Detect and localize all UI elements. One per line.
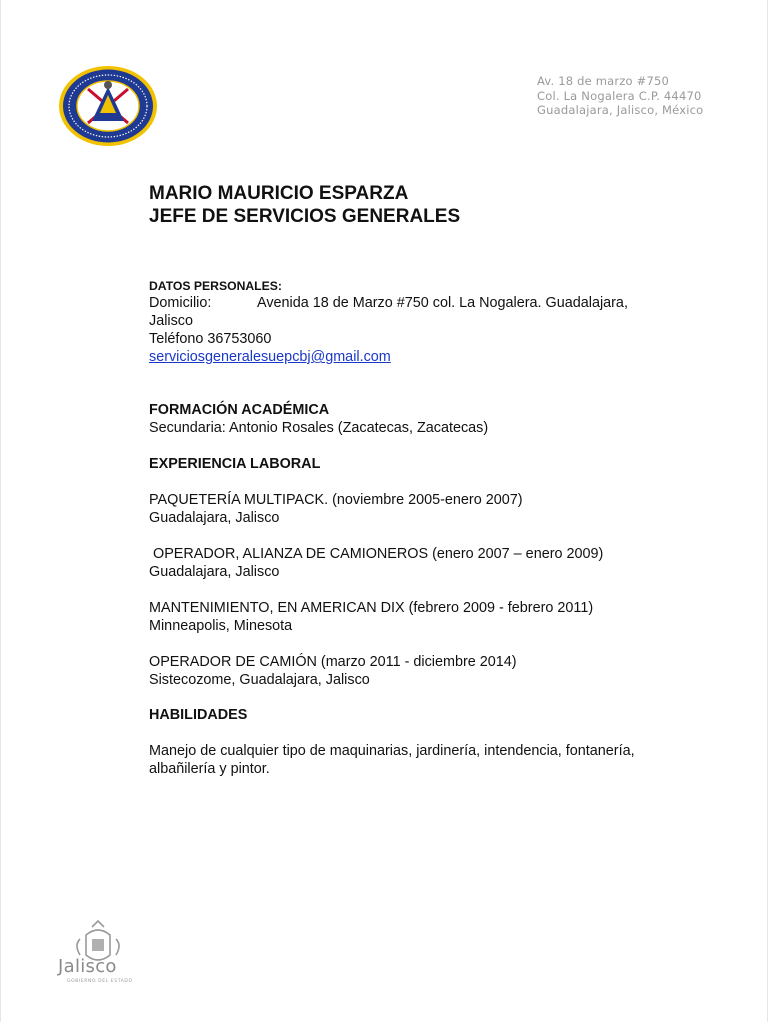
- domicilio-label: Domicilio:: [149, 295, 212, 311]
- job-role: PAQUETERÍA MULTIPACK. (noviembre 2005-enero 2007): [149, 492, 523, 508]
- footer-wordmark: Jalisco: [58, 956, 117, 977]
- email-link[interactable]: serviciosgeneralesuepcbj@gmail.com: [149, 349, 391, 365]
- education-entry: Secundaria: Antonio Rosales (Zacatecas, Zacatecas): [149, 420, 489, 436]
- job-entry: [149, 545, 664, 581]
- address-line-1: Av. 18 de marzo #750: [537, 74, 670, 88]
- skills-title: HABILIDADES: [149, 707, 248, 723]
- civil-protection-seal-logo: [58, 65, 158, 147]
- person-position: JEFE DE SERVICIOS GENERALES: [149, 206, 461, 227]
- job-place: Minneapolis, Minesota: [149, 618, 293, 634]
- domicilio-value: Avenida 18 de Marzo #750 col. La Nogalera. Guadalajara,: [257, 295, 628, 311]
- skills-text-line-1: Manejo de cualquier tipo de maquinarias, jardinería, intendencia, fontanería,: [149, 743, 635, 759]
- person-name: MARIO MAURICIO ESPARZA: [149, 183, 409, 204]
- footer-subtitle: GOBIERNO DEL ESTADO: [67, 979, 133, 984]
- name-heading: [149, 182, 664, 228]
- job-entry: [149, 599, 664, 635]
- job-role: OPERADOR DE CAMIÓN (marzo 2011 - diciembre 2014): [149, 654, 517, 670]
- job-place: Sistecozome, Guadalajara, Jalisco: [149, 672, 370, 688]
- personal-data-title: DATOS PERSONALES:: [149, 279, 282, 293]
- education-title: FORMACIÓN ACADÉMICA: [149, 402, 330, 418]
- domicilio-value-continued: Jalisco: [149, 313, 193, 329]
- resume-body: [149, 182, 664, 778]
- job-place: Guadalajara, Jalisco: [149, 510, 280, 526]
- header-address: [537, 74, 703, 118]
- domicilio-row: [149, 294, 664, 312]
- job-role: OPERADOR, ALIANZA DE CAMIONEROS (enero 2007 – enero 2009): [149, 546, 604, 562]
- skills-text-line-2: albañilería y pintor.: [149, 761, 270, 777]
- job-entry: [149, 653, 664, 689]
- job-role: MANTENIMIENTO, EN AMERICAN DIX (febrero 2009 - febrero 2011): [149, 600, 594, 616]
- address-line-3: Guadalajara, Jalisco, México: [537, 103, 704, 117]
- experience-title: EXPERIENCIA LABORAL: [149, 456, 321, 472]
- address-line-2: Col. La Nogalera C.P. 44470: [537, 88, 702, 103]
- job-entry: [149, 491, 664, 527]
- job-place: Guadalajara, Jalisco: [149, 564, 280, 580]
- phone-text: Teléfono 36753060: [149, 331, 272, 347]
